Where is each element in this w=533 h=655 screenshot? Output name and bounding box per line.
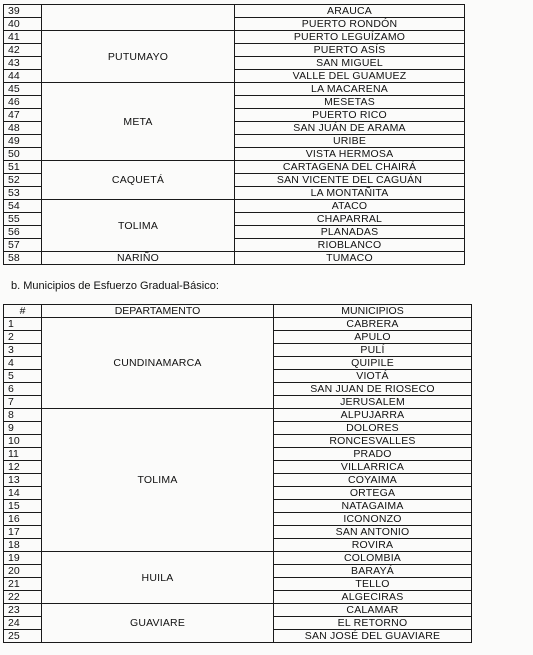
header-municipios: MUNICIPIOS xyxy=(274,305,472,318)
row-number: 41 xyxy=(4,31,42,44)
row-number: 48 xyxy=(4,122,42,135)
table-row xyxy=(4,83,465,96)
municipio-cell: ROVIRA xyxy=(274,539,472,552)
row-number: 43 xyxy=(4,57,42,70)
table-row xyxy=(4,161,465,174)
municipio-cell: PUERTO RICO xyxy=(235,109,465,122)
row-number: 18 xyxy=(4,539,42,552)
table-row xyxy=(4,552,472,565)
department-cell: TOLIMA xyxy=(42,409,274,552)
department-cell: CAQUETÁ xyxy=(42,161,235,200)
municipio-cell: PRADO xyxy=(274,448,472,461)
row-number: 7 xyxy=(4,396,42,409)
municipio-cell: PUERTO ASÍS xyxy=(235,44,465,57)
row-number: 49 xyxy=(4,135,42,148)
row-number: 42 xyxy=(4,44,42,57)
row-number: 5 xyxy=(4,370,42,383)
row-number: 11 xyxy=(4,448,42,461)
row-number: 24 xyxy=(4,617,42,630)
row-number: 51 xyxy=(4,161,42,174)
municipio-cell: NATAGAIMA xyxy=(274,500,472,513)
municipio-cell: COLOMBIA xyxy=(274,552,472,565)
row-number: 14 xyxy=(4,487,42,500)
municipio-cell: CABRERA xyxy=(274,318,472,331)
row-number: 54 xyxy=(4,200,42,213)
row-number: 44 xyxy=(4,70,42,83)
row-number: 40 xyxy=(4,18,42,31)
row-number: 13 xyxy=(4,474,42,487)
municipios-table-b-body xyxy=(4,318,472,643)
municipio-cell: PULÍ xyxy=(274,344,472,357)
municipio-cell: LA MACARENA xyxy=(235,83,465,96)
municipio-cell: PUERTO LEGUÍZAMO xyxy=(235,31,465,44)
row-number: 53 xyxy=(4,187,42,200)
municipios-table-b xyxy=(3,304,472,643)
row-number: 45 xyxy=(4,83,42,96)
municipio-cell: ALGECIRAS xyxy=(274,591,472,604)
row-number: 17 xyxy=(4,526,42,539)
row-number: 15 xyxy=(4,500,42,513)
municipio-cell: CALAMAR xyxy=(274,604,472,617)
row-number: 16 xyxy=(4,513,42,526)
municipio-cell: SAN VICENTE DEL CAGUÁN xyxy=(235,174,465,187)
row-number: 46 xyxy=(4,96,42,109)
municipio-cell: DOLORES xyxy=(274,422,472,435)
table-row xyxy=(4,409,472,422)
header-num: # xyxy=(4,305,42,318)
table-row xyxy=(4,31,465,44)
table-row xyxy=(4,318,472,331)
row-number: 57 xyxy=(4,239,42,252)
department-cell: CUNDINAMARCA xyxy=(42,318,274,409)
row-number: 8 xyxy=(4,409,42,422)
municipios-table-a-body xyxy=(4,5,465,265)
municipio-cell: COYAIMA xyxy=(274,474,472,487)
section-b-title: b. Municipios de Esfuerzo Gradual-Básico: xyxy=(11,280,219,292)
department-cell: HUILA xyxy=(42,552,274,604)
row-number: 10 xyxy=(4,435,42,448)
row-number: 58 xyxy=(4,252,42,265)
row-number: 20 xyxy=(4,565,42,578)
row-number: 9 xyxy=(4,422,42,435)
row-number: 55 xyxy=(4,213,42,226)
row-number: 22 xyxy=(4,591,42,604)
department-cell: GUAVIARE xyxy=(42,604,274,643)
municipio-cell: ICONONZO xyxy=(274,513,472,526)
municipio-cell: EL RETORNO xyxy=(274,617,472,630)
municipio-cell: SAN MIGUEL xyxy=(235,57,465,70)
row-number: 21 xyxy=(4,578,42,591)
row-number: 56 xyxy=(4,226,42,239)
municipio-cell: SAN JUAN DE RIOSECO xyxy=(274,383,472,396)
row-number: 47 xyxy=(4,109,42,122)
municipio-cell: APULO xyxy=(274,331,472,344)
municipio-cell: PLANADAS xyxy=(235,226,465,239)
municipio-cell: RONCESVALLES xyxy=(274,435,472,448)
municipio-cell: QUIPILE xyxy=(274,357,472,370)
municipio-cell: MESETAS xyxy=(235,96,465,109)
municipio-cell: TUMACO xyxy=(235,252,465,265)
municipio-cell: LA MONTAÑITA xyxy=(235,187,465,200)
row-number: 3 xyxy=(4,344,42,357)
municipio-cell: BARAYÁ xyxy=(274,565,472,578)
table-header-row xyxy=(4,305,472,318)
municipio-cell: PUERTO RONDÓN xyxy=(235,18,465,31)
department-cell: NARIÑO xyxy=(42,252,235,265)
municipio-cell: VALLE DEL GUAMUEZ xyxy=(235,70,465,83)
row-number: 6 xyxy=(4,383,42,396)
table-row xyxy=(4,604,472,617)
municipio-cell: CARTAGENA DEL CHAIRÁ xyxy=(235,161,465,174)
row-number: 1 xyxy=(4,318,42,331)
municipio-cell: SAN JOSÉ DEL GUAVIARE xyxy=(274,630,472,643)
municipio-cell: VILLARRICA xyxy=(274,461,472,474)
municipio-cell: TELLO xyxy=(274,578,472,591)
table-row xyxy=(4,252,465,265)
department-cell: TOLIMA xyxy=(42,200,235,252)
municipio-cell: VIOTÁ xyxy=(274,370,472,383)
row-number: 23 xyxy=(4,604,42,617)
municipio-cell: SAN JUÁN DE ARAMA xyxy=(235,122,465,135)
municipio-cell: JERUSALEM xyxy=(274,396,472,409)
row-number: 39 xyxy=(4,5,42,18)
table-row xyxy=(4,200,465,213)
header-department: DEPARTAMENTO xyxy=(42,305,274,318)
department-cell xyxy=(42,5,235,31)
municipio-cell: ORTEGA xyxy=(274,487,472,500)
municipios-table-a xyxy=(3,4,465,265)
table-row xyxy=(4,5,465,18)
row-number: 50 xyxy=(4,148,42,161)
row-number: 12 xyxy=(4,461,42,474)
municipio-cell: ATACO xyxy=(235,200,465,213)
municipio-cell: CHAPARRAL xyxy=(235,213,465,226)
municipio-cell: RIOBLANCO xyxy=(235,239,465,252)
municipio-cell: SAN ANTONIO xyxy=(274,526,472,539)
row-number: 2 xyxy=(4,331,42,344)
department-cell: META xyxy=(42,83,235,161)
municipio-cell: ARAUCA xyxy=(235,5,465,18)
municipio-cell: VISTA HERMOSA xyxy=(235,148,465,161)
municipio-cell: ALPUJARRA xyxy=(274,409,472,422)
row-number: 25 xyxy=(4,630,42,643)
department-cell: PUTUMAYO xyxy=(42,31,235,83)
municipio-cell: URIBE xyxy=(235,135,465,148)
row-number: 52 xyxy=(4,174,42,187)
row-number: 4 xyxy=(4,357,42,370)
row-number: 19 xyxy=(4,552,42,565)
